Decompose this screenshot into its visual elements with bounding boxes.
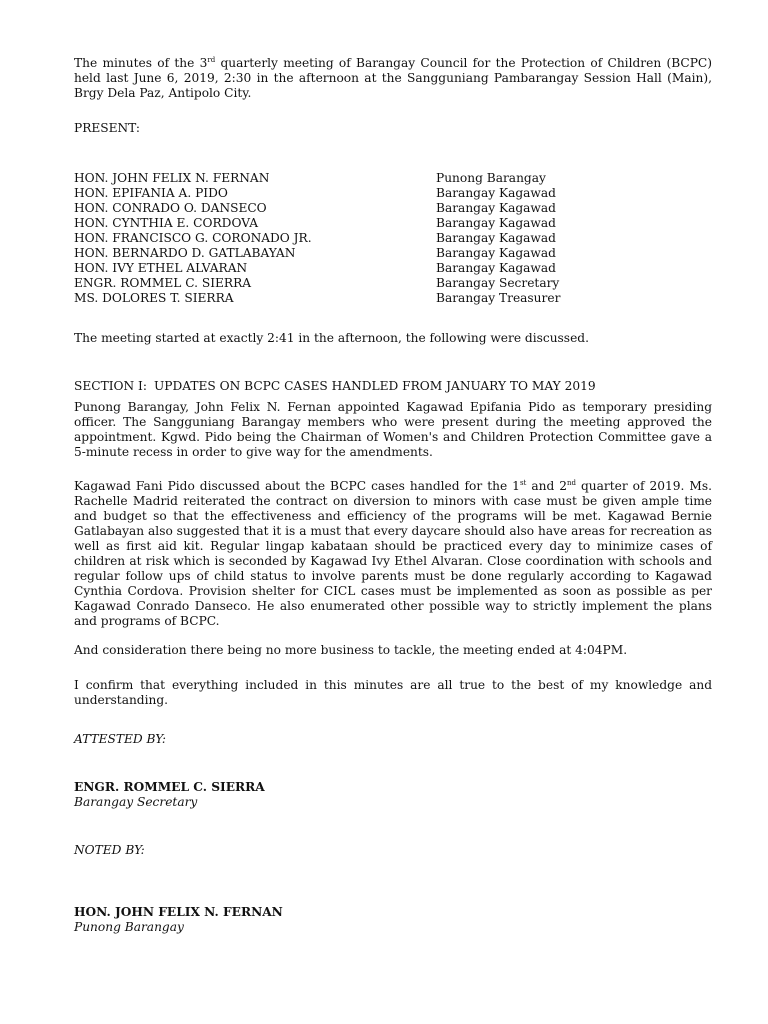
- attendee-name: HON. BERNARDO D. GATLABAYAN: [74, 246, 296, 260]
- attendee-row: [74, 246, 712, 261]
- attendee-name: MS. DOLORES T. SIERRA: [74, 291, 234, 305]
- attendee-name: HON. EPIFANIA A. PIDO: [74, 186, 228, 200]
- attendee-row: [74, 276, 712, 291]
- attendee-name: HON. CONRADO O. DANSECO: [74, 201, 267, 215]
- present-label: PRESENT:: [74, 121, 140, 135]
- meeting-started-text: The meeting started at exactly 2:41 in the afternoon, the following were discussed.: [74, 331, 589, 345]
- discussion-text-a: Kagawad Fani Pido discussed about the BCPC cases handled for the 1: [74, 479, 520, 493]
- attendee-row: [74, 186, 712, 201]
- discussion-text-c: quarter of 2019. Ms. Rachelle Madrid reiterated the contract on diversion to minors with case must be given ample time and budget so that the effectiveness and efficiency of the programs will be met. Kagawad Bernie Gatlabayan also suggested that it is a must that every daycare should also have areas for recreation as well as first aid kit. Regular lingap kabataan should be practiced every day to minimize cases of children at risk which is seconded by Kagawad Ivy Ethel Alvaran. Close coordination with schools and regular follow ups of child status to involve parents must be done regularly according to Kagawad Cynthia Cordova. Provision shelter for CICL cases must be implemented as soon as possible as per Kagawad Conrado Danseco. He also enumerated other possible way to strictly implement the plans and programs of BCPC.: [74, 479, 713, 628]
- attested-signatory: [74, 780, 712, 810]
- attendee-row: [74, 261, 712, 276]
- attendee-row: [74, 231, 712, 246]
- paragraph-appointment: Punong Barangay, John Felix N. Fernan appointed Kagawad Epifania Pido as temporary presiding officer. The Sangguniang Barangay members who were present during the meeting approved the appointment. Kgwd. Pido being the Chairman of Women's and Children Protection Committee gave a 5-minute recess in order to give way for the amendments.: [74, 400, 712, 459]
- attendee-position: Barangay Treasurer: [436, 291, 561, 305]
- attendee-row: [74, 171, 712, 186]
- attendee-name: HON. JOHN FELIX N. FERNAN: [74, 171, 270, 185]
- confirmation-text: I confirm that everything included in this minutes are all true to the best of my knowledge and understanding.: [74, 678, 712, 707]
- section-heading: [74, 379, 712, 394]
- paragraph-discussion: [74, 479, 712, 629]
- attendance-table: [74, 171, 712, 306]
- noted-title: Punong Barangay: [74, 920, 184, 934]
- noted-name: HON. JOHN FELIX N. FERNAN: [74, 905, 283, 919]
- attendee-name: HON. CYNTHIA E. CORDOVA: [74, 216, 258, 230]
- noted-signatory: [74, 905, 712, 935]
- ordinal-suffix-1: st: [519, 478, 527, 487]
- attendee-name: HON. IVY ETHEL ALVARAN: [74, 261, 248, 275]
- section-title: UPDATES ON BCPC CASES HANDLED FROM JANUARY TO MAY 2019: [154, 379, 596, 393]
- attested-title: Barangay Secretary: [74, 795, 198, 809]
- intro-text-2: quarterly meeting of Barangay Council for the Protection of Children (BCPC) held last June 6, 2019, 2:30 in the afternoon at the Sangguniang Pambarangay Session Hall (Main), Brgy Dela Paz, Antipolo City.: [74, 56, 712, 100]
- attendee-position: Barangay Kagawad: [436, 246, 556, 260]
- intro-text-1: The minutes of the 3: [74, 56, 208, 70]
- intro-paragraph: [74, 56, 712, 101]
- attendee-position: Barangay Kagawad: [436, 216, 556, 230]
- attested-name: ENGR. ROMMEL C. SIERRA: [74, 780, 265, 794]
- attendee-position: Barangay Secretary: [436, 276, 560, 290]
- attendee-position: Punong Barangay: [436, 171, 546, 185]
- section-number: SECTION I:: [74, 379, 147, 393]
- ordinal-suffix-2: nd: [567, 478, 577, 487]
- noted-label: NOTED BY:: [74, 843, 145, 857]
- intro-ordinal-suffix: rd: [207, 55, 216, 64]
- attendee-position: Barangay Kagawad: [436, 201, 556, 215]
- attendee-row: [74, 201, 712, 216]
- attendee-row: [74, 291, 712, 306]
- attendee-name: HON. FRANCISCO G. CORONADO JR.: [74, 231, 312, 245]
- attendee-position: Barangay Kagawad: [436, 261, 556, 275]
- attendee-name: ENGR. ROMMEL C. SIERRA: [74, 276, 252, 290]
- attendee-position: Barangay Kagawad: [436, 186, 556, 200]
- attendee-row: [74, 216, 712, 231]
- discussion-text-b: and 2: [526, 479, 568, 493]
- minutes-document: [74, 56, 712, 935]
- attested-label: ATTESTED BY:: [74, 732, 166, 746]
- attendee-position: Barangay Kagawad: [436, 231, 556, 245]
- meeting-ended-text: And consideration there being no more business to tackle, the meeting ended at 4:04PM.: [74, 643, 628, 657]
